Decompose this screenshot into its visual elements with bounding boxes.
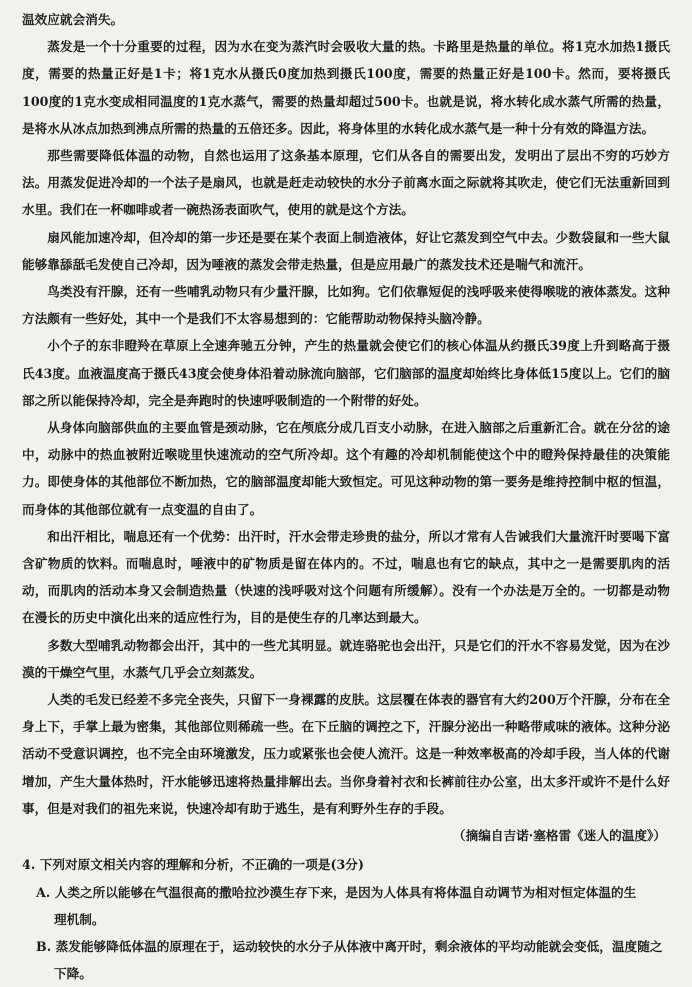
option-b-continuation: 下降。 — [54, 966, 92, 982]
source-citation: （摘编自吉诺·塞格雷《迷人的温度》） — [452, 828, 666, 844]
paragraph-8: 多数大型哺乳动物都会出汗，其中的一些尤其明显。就连骆驼也会出汗，只是它们的汗水不容易发觉，因为在沙漠的干燥空气里，水蒸气几乎会立刻蒸发。 — [22, 637, 670, 680]
paragraph-6: 从身体向脑部供血的主要血管是颈动脉，它在颅底分成几百支小动脉，在进入脑部之后重新汇合。就在分岔的途中，动脉中的热血被附近喉咙里快速流动的空气所冷却。这个有趣的冷却机制能使这个中的瞪羚保持最佳的决策能力。即使身体的其他部位不断加热，它的脑部温度却能大致恒定。可见这种动物的第一要务是维持控制中枢的恒温，而身体的其他部位就有一点变温的自由了。 — [22, 420, 670, 517]
paragraph-4: 鸟类没有汗腺，还有一些哺乳动物只有少量汗腺，比如狗。它们依靠短促的浅呼吸来使得喉咙的液体蒸发。这种方法颇有一些好处，其中一个是我们不太容易想到的：它能帮助动物保持头脑冷静。 — [22, 284, 670, 327]
option-b — [22, 933, 670, 987]
option-a-label: A. — [36, 884, 51, 900]
question-stem: 4. 下列对原文相关内容的理解和分析，不正确的一项是(3分) — [22, 857, 364, 873]
option-a-continuation: 理机制。 — [54, 911, 105, 927]
option-a — [22, 879, 670, 933]
option-b-text: 蒸发能够降低体温的原理在于，运动较快的水分子从体液中离开时，剩余液体的平均动能就会变低，温度随之 — [55, 938, 663, 954]
paragraph-3: 扇风能加速冷却，但冷却的第一步还是要在某个表面上制造液体，好让它蒸发到空气中去。少数袋鼠和一些大鼠能够靠舔舐毛发使自己冷却，因为唾液的蒸发会带走热量，但是应用最广的蒸发技术还是喘气和流汗。 — [22, 229, 670, 272]
paragraph-1: 蒸发是一个十分重要的过程，因为水在变为蒸汽时会吸收大量的热。卡路里是热量的单位。将1克水加热1摄氏度，需要的热量正好是1卡；将1克水从摄氏0度加热到摄氏100度，需要的热量正好是100卡。然而，要将摄氏100度的1克水变成相同温度的1克水蒸气，需要的热量却超过500卡。也就是说，将水转化成水蒸气所需的热量，是将水从冰点加热到沸点所需的热量的五倍还多。因此，将身体里的水转化成水蒸气是一种十分有效的降温方法。 — [22, 39, 670, 136]
paragraph-9: 人类的毛发已经差不多完全丧失，只留下一身裸露的皮肤。这层覆在体表的器官有大约200万个汗腺，分布在全身上下，手掌上最为密集，其他部位则稀疏一些。在下丘脑的调控之下，汗腺分泌出一种略带咸味的液体。这种分泌活动不受意识调控，也不完全由环境激发，压力或紧张也会使人流汗。这是一种效率极高的冷却手段，当人体的代谢增加，产生大量体热时，汗水能够迅速将热量排解出去。当你身着衬衣和长裤前往办公室，出太多汗或许不是什么好事，但是对我们的祖先来说，快速冷却有助于逃生，是有利野外生存的手段。 — [22, 692, 670, 816]
option-a-text: 人类之所以能够在气温很高的撒哈拉沙漠生存下来，是因为人体具有将体温自动调节为相对恒定体温的生 — [54, 884, 637, 900]
paragraph-7: 和出汗相比，喘息还有一个优势：出汗时，汗水会带走珍贵的盐分，所以才常有人告诫我们大量流汗时要喝下富含矿物质的饮料。而喘息时，唾液中的矿物质是留在体内的。不过，喘息也有它的缺点，其中之一是需要肌肉的活动，而肌肉的活动本身又会制造热量（快速的浅呼吸对这个问题有所缓解）。没有一个办法是万全的。一切都是动物在漫长的历史中演化出来的适应性行为，目的是使生存的几率达到最大。 — [22, 528, 670, 626]
option-b-label: B. — [36, 938, 52, 954]
paragraph-0: 温效应就会消失。 — [22, 12, 124, 27]
paragraph-5: 小个子的东非瞪羚在草原上全速奔驰五分钟，产生的热量就会使它们的核心体温从约摄氏39度上升到略高于摄氏43度。血液温度高于摄氏43度会使身体沿着动脉流向脑部，它们脑部的温度却始终比身体低15度以上。它们的脑部之所以能保持冷却，完全是奔跑时的快速呼吸制造的一个附带的好处。 — [22, 338, 670, 408]
paragraph-2: 那些需要降低体温的动物，自然也运用了这条基本原理，它们从各自的需要出发，发明出了层出不穷的巧妙方法。用蒸发促进冷却的一个法子是扇风，也就是赶走动较快的水分子前离水面之际就将其吹走，使它们无法重新回到水里。我们在一杯咖啡或者一碗热汤表面吹气，使用的就是这个方法。 — [22, 148, 670, 218]
